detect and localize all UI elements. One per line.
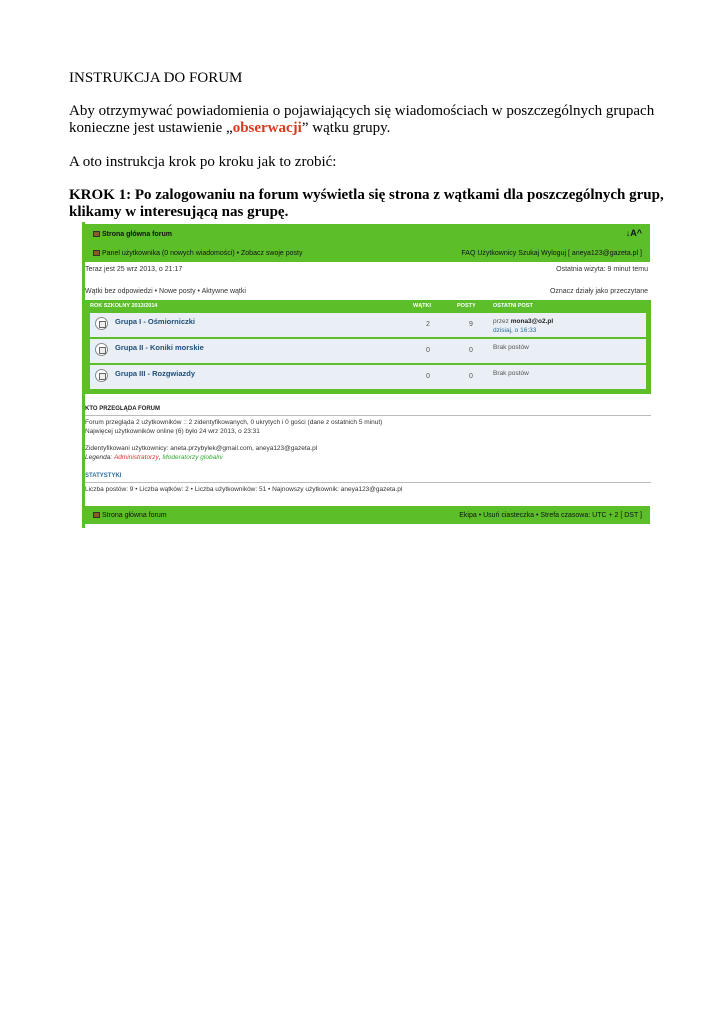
user-panel-label: Panel użytkownika (0 nowych wiadomości) • Zobacz swoje posty (102, 250, 303, 257)
forum-top-bar (85, 224, 650, 245)
topics-count: 0 (426, 347, 430, 354)
table-header (85, 300, 651, 311)
who-line-1: Forum przegląda 2 użytkowników :: 2 zidentyfikowanych, 0 ukrytych i 0 gości (dane z ostatnich 5 minut) (85, 419, 383, 426)
forum-name[interactable]: Grupa I - Ośmiorniczki (115, 317, 196, 326)
stats-title: STATYSTYKI (85, 473, 122, 479)
last-visit: Ostatnia wizyta: 9 minut temu (556, 266, 648, 273)
user-panel-link[interactable] (93, 250, 302, 257)
document-title: INSTRUKCJA DO FORUM (69, 70, 243, 86)
nav-links[interactable]: FAQ Użytkownicy Szukaj Wyloguj [ aneya123@gazeta.pl ] (461, 250, 642, 257)
stats-line: Liczba postów: 9 • Liczba wątków: 2 • Liczba użytkowników: 51 • Najnowszy użytkownik: aneya123@gazeta.pl (85, 486, 403, 493)
topics-count: 0 (426, 373, 430, 380)
posts-header: POSTY (457, 303, 476, 309)
legend-mod: Moderatorzy globalni (162, 454, 223, 461)
last-post-date: dzisiaj, o 16:33 (493, 327, 537, 334)
forum-read-icon (95, 369, 108, 382)
legend-admin: Administratorzy (113, 454, 159, 461)
legend: Legenda: Administratorzy, Moderatorzy globalni (85, 454, 223, 461)
font-size-icon[interactable]: ↓A^ (625, 228, 642, 238)
footer-home-link[interactable] (93, 512, 167, 519)
who-line-2: Najwięcej użytkowników online (6) było 24 wrz 2013, o 23:31 (85, 428, 260, 435)
forum-read-icon (95, 343, 108, 356)
last-post: Brak postów (493, 344, 529, 351)
step-1-heading: KROK 1: Po zalogowaniu na forum wyświetla się strona z wątkami dla poszczególnych grup, klikamy w interesującą nas grupę. (69, 187, 664, 220)
last-post (493, 317, 553, 335)
forum-read-icon (95, 317, 108, 330)
who-is-online-title: KTO PRZEGLĄDA FORUM (85, 406, 160, 412)
forum-nav-bar (85, 245, 650, 262)
forum-footer-bar (85, 506, 650, 524)
forum-name[interactable]: Grupa III - Rozgwiazdy (115, 369, 196, 378)
forum-table (85, 300, 651, 394)
footer-home-label: Strona główna forum (102, 512, 167, 519)
mark-read-link[interactable]: Oznacz działy jako przeczytane (549, 288, 648, 295)
forum-home-link[interactable] (93, 231, 172, 238)
last-post-header: OSTATNI POST (493, 303, 533, 309)
forum-screenshot (82, 222, 650, 528)
forum-name[interactable]: Grupa II - Koniki morskie (115, 343, 204, 352)
last-post-user[interactable]: mona3@o2.pl (510, 318, 554, 325)
posts-count: 0 (469, 373, 473, 380)
intro-text-before: Aby otrzymywać powiadomienia o pojawiających się wiadomościach w poszczególnych grupach konieczne jest ustawienie „ (69, 103, 655, 136)
user-panel-icon (93, 250, 100, 256)
last-post: Brak postów (493, 370, 529, 377)
quick-links[interactable]: Wątki bez odpowiedzi • Nowe posty • Aktywne wątki (85, 288, 246, 295)
legend-label: Legenda: (85, 454, 113, 461)
posts-count: 9 (469, 321, 473, 328)
topics-count: 2 (426, 321, 430, 328)
footer-links[interactable]: Ekipa • Usuń ciasteczka • Strefa czasowa: UTC + 2 [ DST ] (459, 512, 642, 519)
forum-home-label: Strona główna forum (102, 231, 172, 238)
home-icon (93, 231, 100, 237)
intro-text-after: ” wątku grupy. (301, 120, 391, 136)
intro-paragraph (69, 103, 659, 137)
instructions-intro: A oto instrukcja krok po kroku jak to zrobić: (69, 154, 337, 170)
divider (85, 415, 651, 416)
intro-highlight: obserwacji (232, 120, 302, 136)
who-line-3: Zidentyfikowani użytkownicy: aneta.przybylek@gmail.com, aneya123@gazeta.pl (85, 445, 318, 452)
current-time: Teraz jest 25 wrz 2013, o 21:17 (85, 266, 183, 273)
table-row[interactable] (90, 339, 646, 365)
divider (85, 482, 651, 483)
table-row[interactable] (90, 313, 646, 339)
topics-header: WĄTKI (413, 303, 432, 309)
last-post-by: przez (493, 318, 509, 325)
table-row[interactable] (90, 365, 646, 391)
posts-count: 0 (469, 347, 473, 354)
section-header: ROK SZKOLNY 2013/2014 (90, 303, 158, 309)
home-icon (93, 512, 100, 518)
